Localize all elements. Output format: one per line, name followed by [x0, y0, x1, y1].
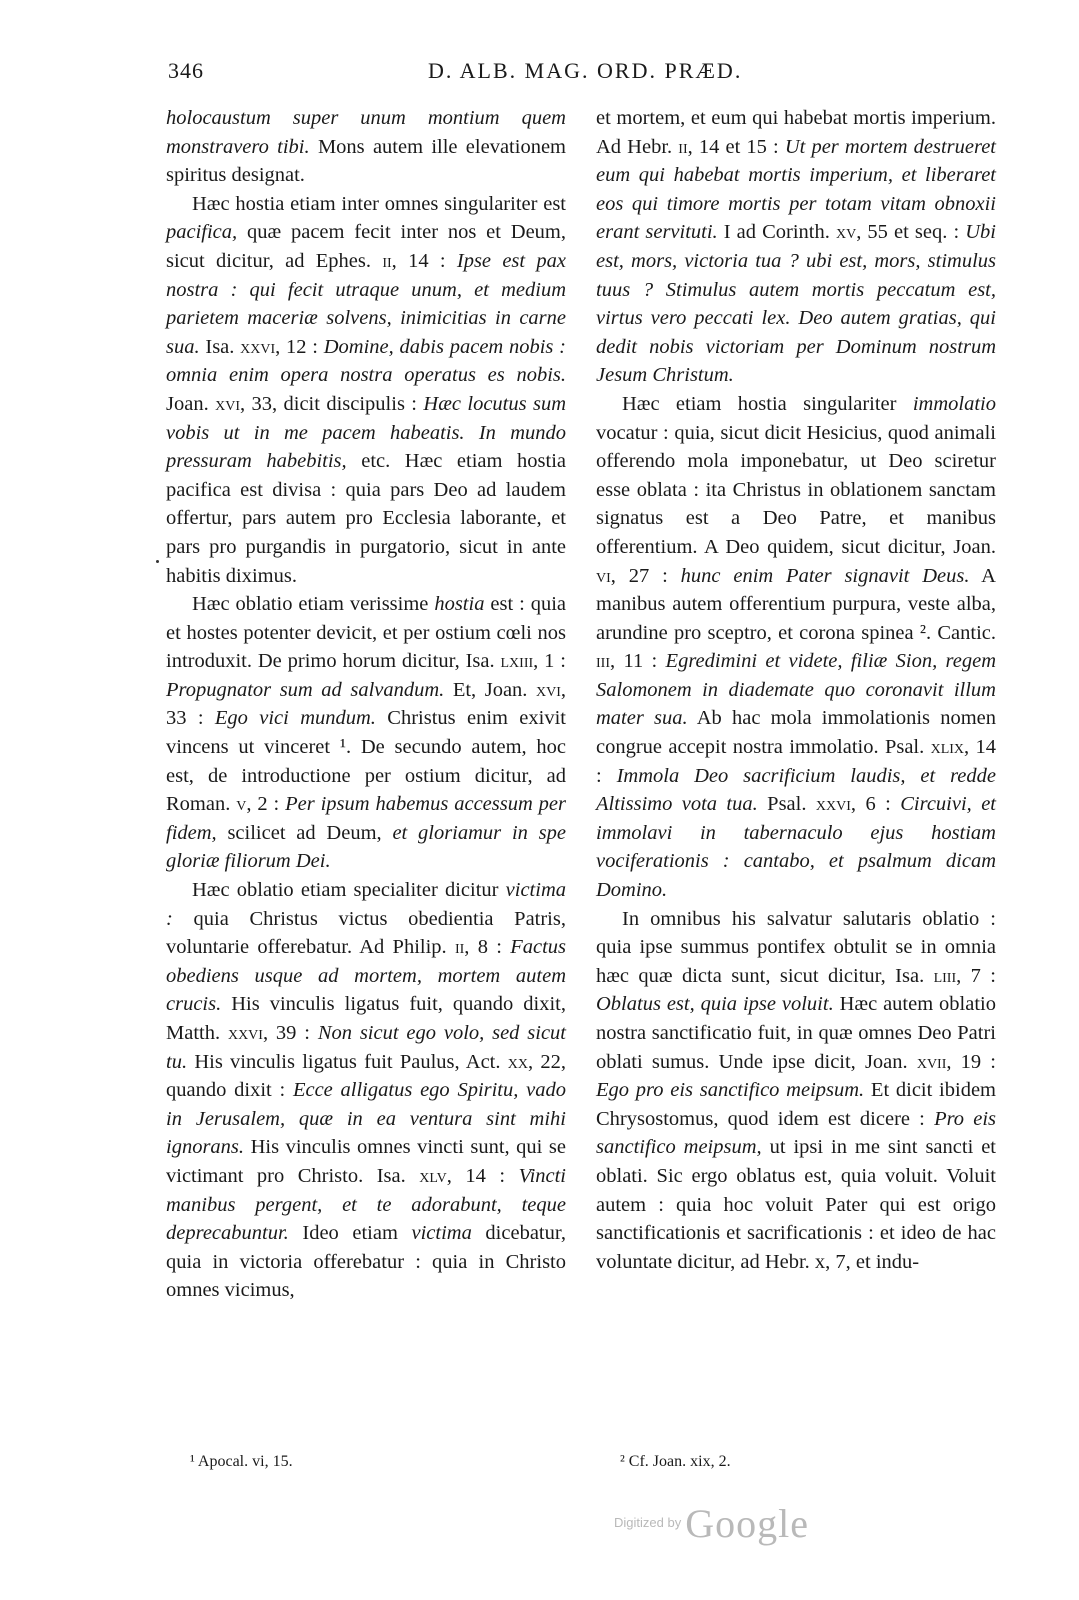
running-head: D. ALB. MAG. ORD. PRÆD.	[428, 58, 743, 83]
digitized-by-label: Digitized by	[614, 1515, 682, 1530]
chapter-reference: xlix,	[930, 736, 970, 759]
italic-quotation: hunc enim Pater signavit Deus.	[680, 564, 970, 587]
text-run: dicebatur, quia in victoria offerebatur : quia in Christo omnes vicimus,	[166, 1222, 566, 1302]
google-logo: Google	[685, 1501, 809, 1546]
italic-quotation: Ecce alligatus ego Spiritu, vado in Jerusalem, quæ in ea ventura sint mihi ignorans.	[166, 1079, 566, 1159]
chapter-reference: ii,	[678, 135, 693, 158]
text-run: 14 :	[396, 249, 457, 272]
text-run: Mons autem ille elevationem spiritus designat.	[166, 135, 566, 187]
text-run: 2 :	[251, 793, 286, 816]
text-run: 11 :	[615, 650, 666, 673]
chapter-reference: xvii,	[916, 1050, 952, 1073]
text-run: Hæc oblatio etiam verissime	[192, 593, 435, 616]
page-number: 346	[168, 58, 204, 83]
google-watermark	[614, 1500, 809, 1547]
text-run: 6 :	[856, 793, 901, 816]
chapter-reference: iii,	[596, 650, 616, 673]
text-run: scilicet ad Deum,	[216, 821, 393, 844]
italic-quotation: Ubi est, mors, victoria tua ? ubi est, mors, stimulus tuus ? Stimulus autem mortis peccatum est, virtus vero peccati lex. Deo autem gratias, qui dedit nobis victoriam per Dominum nostrum Jesum Christum.	[596, 221, 996, 387]
chapter-reference: xvi,	[535, 678, 566, 701]
text-run: 8 :	[469, 936, 511, 959]
italic-quotation: hostia	[434, 593, 485, 616]
italic-quotation: Factus obediens usque ad mortem, mortem autem crucis.	[166, 936, 566, 1016]
text-run: est : quia et hostes potenter devicit, et per ostium cœli nos introduxit. De primo horum dicitur, Isa.	[166, 593, 566, 673]
text-run: vocatur : quia, sicut dicit Hesicius, quod animali offerendo mola imponebatur, ut Deo sciretur esse oblata : ita Christus in oblationem sanctam signatus est a Deo Patre, et manibus offerentium. A Deo quidem, sicut dicitur, Joan.	[596, 421, 996, 558]
right-column	[596, 104, 996, 1276]
text-run: In omnibus his salvatur salutaris oblatio : quia ipse summus pontifex obtulit se in omnia hæc quæ dicta sunt, sicut dicitur, Isa.	[596, 907, 996, 987]
italic-quotation: Ut per mortem destrueret eum qui habebat mortis imperium, et liberaret eos qui timore mortis per totam vitam obnoxii erant servituti.	[596, 135, 997, 244]
chapter-reference: xlv,	[419, 1164, 452, 1187]
text-run: Ab hac mola immolationis nomen congrue accepit nostra immolatio. Psal.	[596, 707, 996, 759]
italic-quotation: Oblatus est, quia ipse voluit.	[596, 993, 834, 1016]
margin-mark	[156, 560, 159, 563]
italic-quotation: victima :	[166, 879, 566, 930]
italic-quotation: Propugnator sum ad salvandum.	[166, 678, 445, 701]
text-run: 14 :	[451, 1164, 519, 1187]
chapter-reference: xv,	[835, 221, 862, 244]
chapter-reference: xxvi,	[227, 1022, 269, 1044]
italic-quotation: Pro eis sanctifico meipsum,	[596, 1107, 997, 1159]
italic-quotation: Vincti manibus pergent, et te adorabunt, teque deprecabuntur.	[166, 1164, 566, 1245]
chapter-reference: ii,	[382, 249, 397, 272]
text-run: 55 et seq. :	[861, 221, 966, 244]
italic-quotation: Domine, dabis pacem nobis : omnia enim opera nostra operatus es nobis.	[166, 335, 566, 387]
chapter-reference: xxvi,	[815, 793, 857, 816]
text-run: quæ pacem fecit inter nos et Deum, sicut dicitur, ad Ephes.	[166, 221, 566, 272]
italic-quotation: Hæc locutus sum vobis ut in me pacem habeatis. In mundo pressuram habebitis,	[166, 392, 567, 473]
paragraph	[166, 190, 566, 590]
text-run: 1 :	[538, 650, 566, 673]
footnote-right: ² Cf. Joan. xix, 2.	[620, 1453, 731, 1470]
chapter-reference: xxvi,	[240, 335, 281, 358]
text-run: A manibus autem offerentium purpura, veste alba, arundine pro sceptro, et corona spinea ². Cantic.	[596, 564, 996, 644]
left-column	[166, 104, 566, 1305]
italic-quotation: Immola Deo sacrificium laudis, et redde Altissimo vota tua.	[596, 764, 996, 816]
text-run: 39 :	[268, 1022, 318, 1044]
text-run: et mortem, et eum qui habebat mortis imperium. Ad Hebr.	[596, 107, 996, 158]
chapter-reference: xx,	[507, 1050, 534, 1073]
paragraph	[166, 590, 566, 876]
text-run: Ideo etiam	[288, 1222, 412, 1245]
italic-quotation: immolatio	[912, 392, 996, 415]
text-run: 14 :	[596, 736, 997, 787]
text-run: ut ipsi in me sint sancti et oblati. Sic ergo oblatus est, quia voluit. Voluit autem : quia hoc voluit Pater qui est origo sanctificationis et sacrificationis : et ideo de hac voluntate dicitur, ad Hebr. x, 7, et indu-	[596, 1136, 996, 1273]
paragraph	[596, 390, 996, 905]
italic-quotation: Per ipsum habemus accessum per fidem,	[166, 793, 567, 844]
italic-quotation: Circuivi, et immolavi in tabernaculo ejus hostiam vociferationis : cantabo, et psalmum dicam Domino.	[596, 793, 996, 902]
text-run: Hæc etiam hostia singulariter	[622, 392, 913, 415]
italic-quotation: Ego pro eis sanctifico meipsum.	[596, 1079, 865, 1102]
paragraph	[596, 104, 996, 390]
text-run: 33, dicit discipulis :	[245, 392, 424, 415]
italic-quotation: Non sicut ego volo, sed sicut tu.	[166, 1022, 566, 1073]
text-run: Hæc hostia etiam inter omnes singulariter est	[192, 192, 566, 215]
text-run: Psal.	[757, 793, 816, 816]
chapter-reference: vi,	[596, 564, 616, 587]
italic-quotation: Ipse est pax nostra : qui fecit utraque unum, et medium parietem maceriæ solvens, inimicitias in carne sua.	[166, 249, 567, 358]
chapter-reference: liii,	[933, 964, 962, 987]
text-run: etc. Hæc etiam hostia pacifica est divisa : quia pars Deo ad laudem offertur, pars autem pro Ecclesia laborante, et pars pro purgandis in purgatorio, sicut in ante habitis diximus.	[166, 450, 566, 587]
text-run: His vinculis omnes vincti sunt, qui se victimant pro Christo. Isa.	[166, 1136, 566, 1187]
text-run: 12 :	[280, 335, 324, 358]
page-header	[168, 58, 998, 92]
text-run: Et, Joan.	[444, 678, 536, 701]
text-run: quia Christus victus obedientia Patris, voluntarie offerebatur. Ad Philip.	[166, 907, 566, 959]
italic-quotation: holocaustum super unum montium quem monstravero tibi.	[166, 107, 566, 158]
text-run: His vinculis ligatus fuit Paulus, Act.	[187, 1050, 508, 1073]
chapter-reference: ii,	[454, 936, 470, 959]
footnote-left: ¹ Apocal. vi, 15.	[190, 1453, 293, 1470]
chapter-reference: lxiii,	[500, 650, 539, 673]
text-run: 22, quando dixit :	[166, 1050, 567, 1102]
text-run: I ad Corinth.	[717, 221, 836, 244]
text-run: Christus enim exivit vincens ut vinceret ¹. De secundo autem, hoc est, de introductione per ostium dicitur, ad Roman.	[166, 707, 566, 816]
text-run: Hæc autem oblatio nostra sanctificatio fuit, in quæ omnes Deo Patri oblati sumus. Unde ipse dicit, Joan.	[596, 993, 996, 1073]
text-run: His vinculis ligatus fuit, quando dixit, Matth.	[166, 993, 566, 1044]
text-run: 19 :	[951, 1050, 997, 1073]
italic-quotation: pacifica,	[166, 221, 238, 244]
text-run: Joan.	[166, 392, 216, 415]
chapter-reference: xvi,	[215, 392, 246, 415]
italic-quotation: Egredimini et videte, filiæ Sion, regem Salomonem in diademate quo coronavit illum mater sua.	[596, 650, 996, 730]
text-run: 27 :	[615, 564, 681, 587]
paragraph	[166, 876, 566, 1305]
text-run: Et dicit ibidem Chrysostomus, quod idem est dicere :	[596, 1079, 996, 1130]
text-run: 14 et 15 :	[692, 135, 785, 158]
italic-quotation: et gloriamur in spe gloriæ filiorum Dei.	[166, 821, 566, 873]
text-run: Isa.	[199, 335, 241, 358]
text-run: 33 :	[166, 707, 215, 730]
paragraph	[596, 905, 996, 1277]
paragraph	[166, 104, 566, 190]
text-run: 7 :	[961, 964, 996, 987]
italic-quotation: victima	[411, 1222, 472, 1245]
chapter-reference: v,	[236, 793, 252, 816]
text-run: Hæc oblatio etiam specialiter dicitur	[192, 879, 506, 902]
italic-quotation: Ego vici mundum.	[214, 707, 376, 730]
